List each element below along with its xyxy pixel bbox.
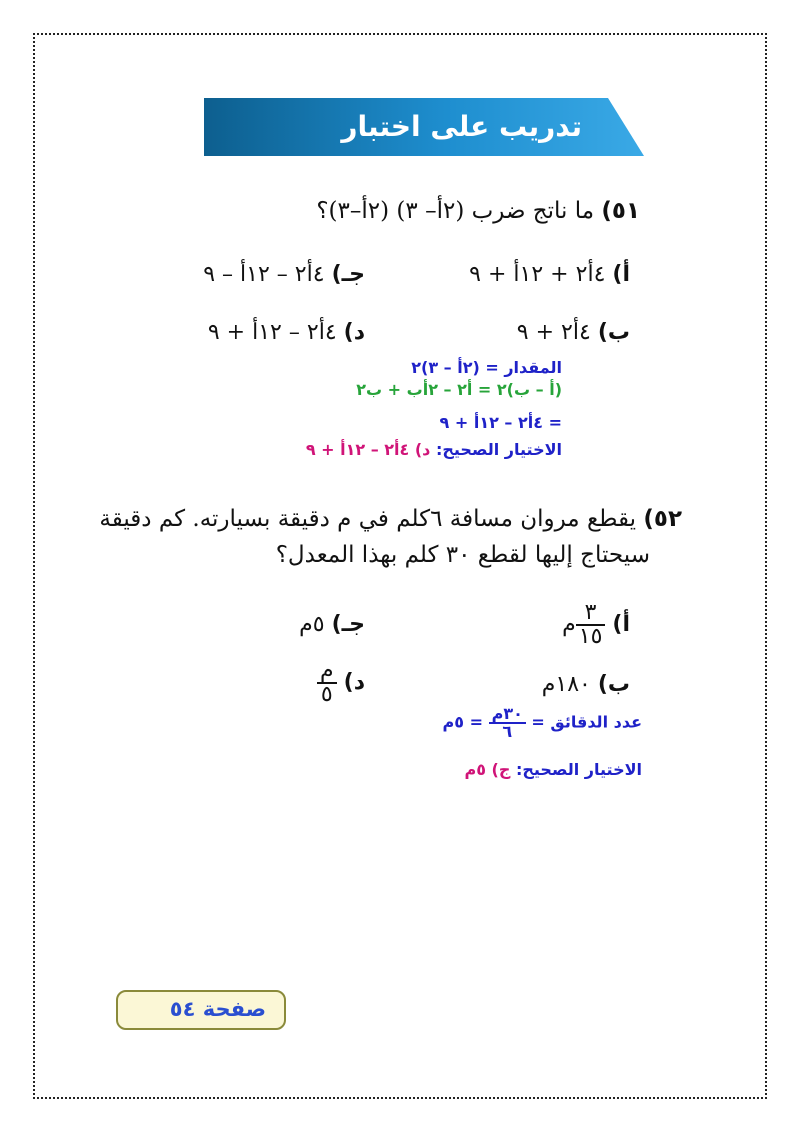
q51-option-c: جـ) ٤أ٢ – ١٢أ – ٩ — [203, 262, 365, 287]
question-text-line2: سيحتاج إليها لقطع ٣٠ كلم بهذا المعدل؟ — [275, 542, 650, 568]
q51-answer — [306, 440, 562, 459]
answer-value: ج) ٥م — [464, 760, 511, 779]
banner-title: تدريب على اختبار — [341, 110, 582, 143]
answer-value: د) ٤أ٢ – ١٢أ + ٩ — [305, 440, 431, 459]
q51-solution-line3: = ٤أ٢ – ١٢أ + ٩ — [439, 413, 562, 432]
q51-option-b: ب) ٤أ٢ + ٩ — [516, 320, 630, 345]
q52-option-a: أ) $\frac{٣}{١٥}$ م — [562, 600, 630, 649]
question-text-line1: يقطع مروان مسافة ٦كلم في م دقيقة بسيارته. كم دقيقة — [99, 506, 637, 532]
page-label: صفحة ٥٤ — [169, 997, 266, 1021]
fraction: $\frac{\text{م}}{٥}$ — [317, 660, 337, 706]
q51-solution-line1: المقدار = (٢أ – ٣)٢ — [411, 358, 562, 377]
question-number: ٥١) — [601, 198, 640, 224]
q52-option-d: د) $\frac{\text{م}}{٥}$ — [317, 660, 365, 706]
answer-label: الاختيار الصحيح: — [515, 760, 642, 779]
question-text: ما ناتج ضرب (٢أ– ٣) (٢أ–٣)؟ — [316, 198, 595, 224]
q52-option-b: ب) ١٨٠م — [541, 672, 630, 697]
page-number-badge — [116, 990, 286, 1030]
answer-label: الاختيار الصحيح: — [435, 440, 562, 459]
fraction: $\frac{\text{٣٠م}}{٦}$ — [489, 706, 526, 740]
q52-answer — [464, 760, 642, 779]
q51-solution-line2: (أ – ب)٢ = أ٢ – ٢أب + ب٢ — [356, 380, 562, 399]
question-51 — [316, 198, 640, 224]
fraction: $\frac{٣}{١٥}$ — [576, 602, 606, 648]
question-number: ٥٢) — [643, 506, 682, 532]
q51-option-d: د) ٤أ٢ – ١٢أ + ٩ — [207, 320, 365, 345]
q52-option-c: جـ) ٥م — [299, 612, 365, 637]
q51-option-a: أ) ٤أ٢ + ١٢أ + ٩ — [469, 262, 630, 287]
section-banner — [204, 98, 644, 156]
q52-solution: عدد الدقائق = $\frac{\text{٣٠م}}{٦}$ = ٥م — [442, 704, 642, 741]
question-52 — [99, 506, 682, 532]
